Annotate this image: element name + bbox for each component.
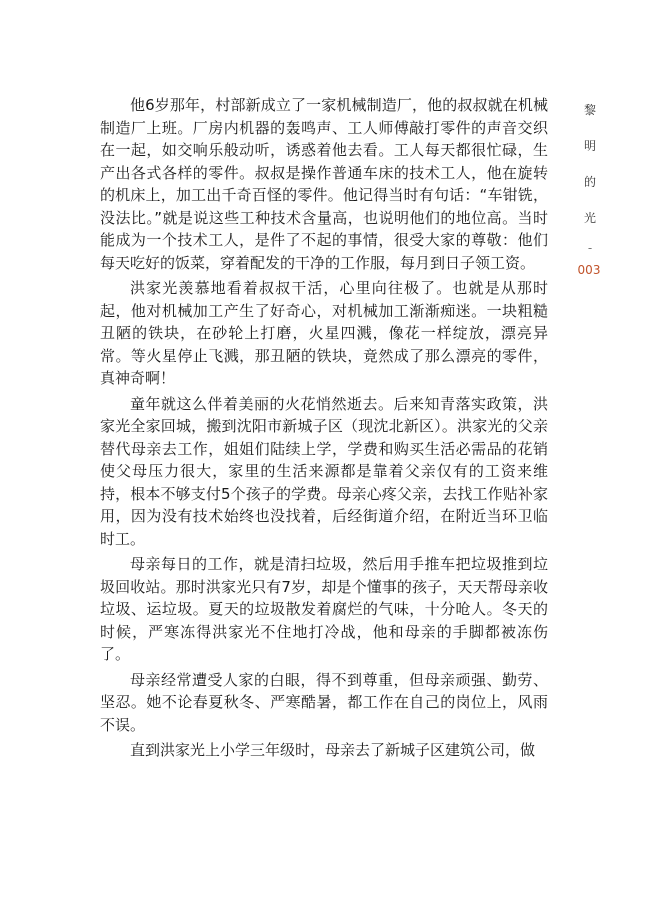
page-number: 003 (577, 263, 601, 277)
running-title-char: 明 (583, 139, 596, 153)
paragraph: 母亲经常遭受人家的白眼，得不到尊重，但母亲顽强、勤劳、坚忍。她不论春夏秋冬、严寒酷暑，都工作在自己的岗位上，风雨不误。 (100, 670, 548, 734)
paragraph: 母亲每日的工作，就是清扫垃圾，然后用手推车把垃圾推到垃圾回收站。那时洪家光只有7岁，却是个懂事的孩子，天天帮母亲收垃圾、运垃圾。夏天的垃圾散发着腐烂的气味，十分呛人。冬天的时候，严寒冻得洪家光不住地打冷战，他和母亲的手脚都被冻伤了。 (100, 555, 548, 663)
running-title-char: 光 (583, 211, 596, 225)
body-text (100, 94, 548, 762)
paragraph: 洪家光羡慕地看着叔叔干活，心里向往极了。也就是从那时起，他对机械加工产生了好奇心，对机械加工渐渐痴迷。一块粗糙丑陋的铁块，在砂轮上打磨，火星四溅，像花一样绽放，漂亮异常。等火星停止飞溅，那丑陋的铁块，竟然成了那么漂亮的零件，真神奇啊！ (100, 279, 548, 387)
running-title-separator: - (587, 241, 593, 255)
paragraph: 童年就这么伴着美丽的火花悄然逝去。后来知青落实政策，洪家光全家回城，搬到沈阳市新城子区（现沈北新区）。洪家光的父亲替代母亲去工作，姐姐们陆续上学，学费和购买生活必需品的花销使父母压力很大，家里的生活来源都是靠着父亲仅有的工资来维持，根本不够支付5个孩子的学费。母亲心疼父亲，去找工作贴补家用，因为没有技术始终也没找着，后经街道介绍，在附近当环卫临时工。 (100, 394, 548, 548)
paragraph: 直到洪家光上小学三年级时，母亲去了新城子区建筑公司，做 (130, 741, 536, 759)
running-title-char: 的 (583, 175, 596, 189)
paragraph: 他6岁那年，村部新成立了一家机械制造厂，他的叔叔就在机械制造厂上班。厂房内机器的轰鸣声、工人师傅敲打零件的声音交织在一起，如交响乐般动听，诱惑着他去看。工人每天都很忙碌，生产出各式各样的零件。叔叔是操作普通车床的技术工人，他在旋转的机床上，加工出千奇百怪的零件。他记得当时有句话：“车钳铣，没法比。”就是说这些工种技术含量高，也说明他们的地位高。当时能成为一个技术工人，是件了不起的事情，很受大家的尊敬：他们每天吃好的饭菜，穿着配发的干净的工作服，每月到日子领工资。 (100, 96, 548, 272)
running-title-char: 黎 (583, 103, 596, 117)
running-header (578, 92, 602, 280)
